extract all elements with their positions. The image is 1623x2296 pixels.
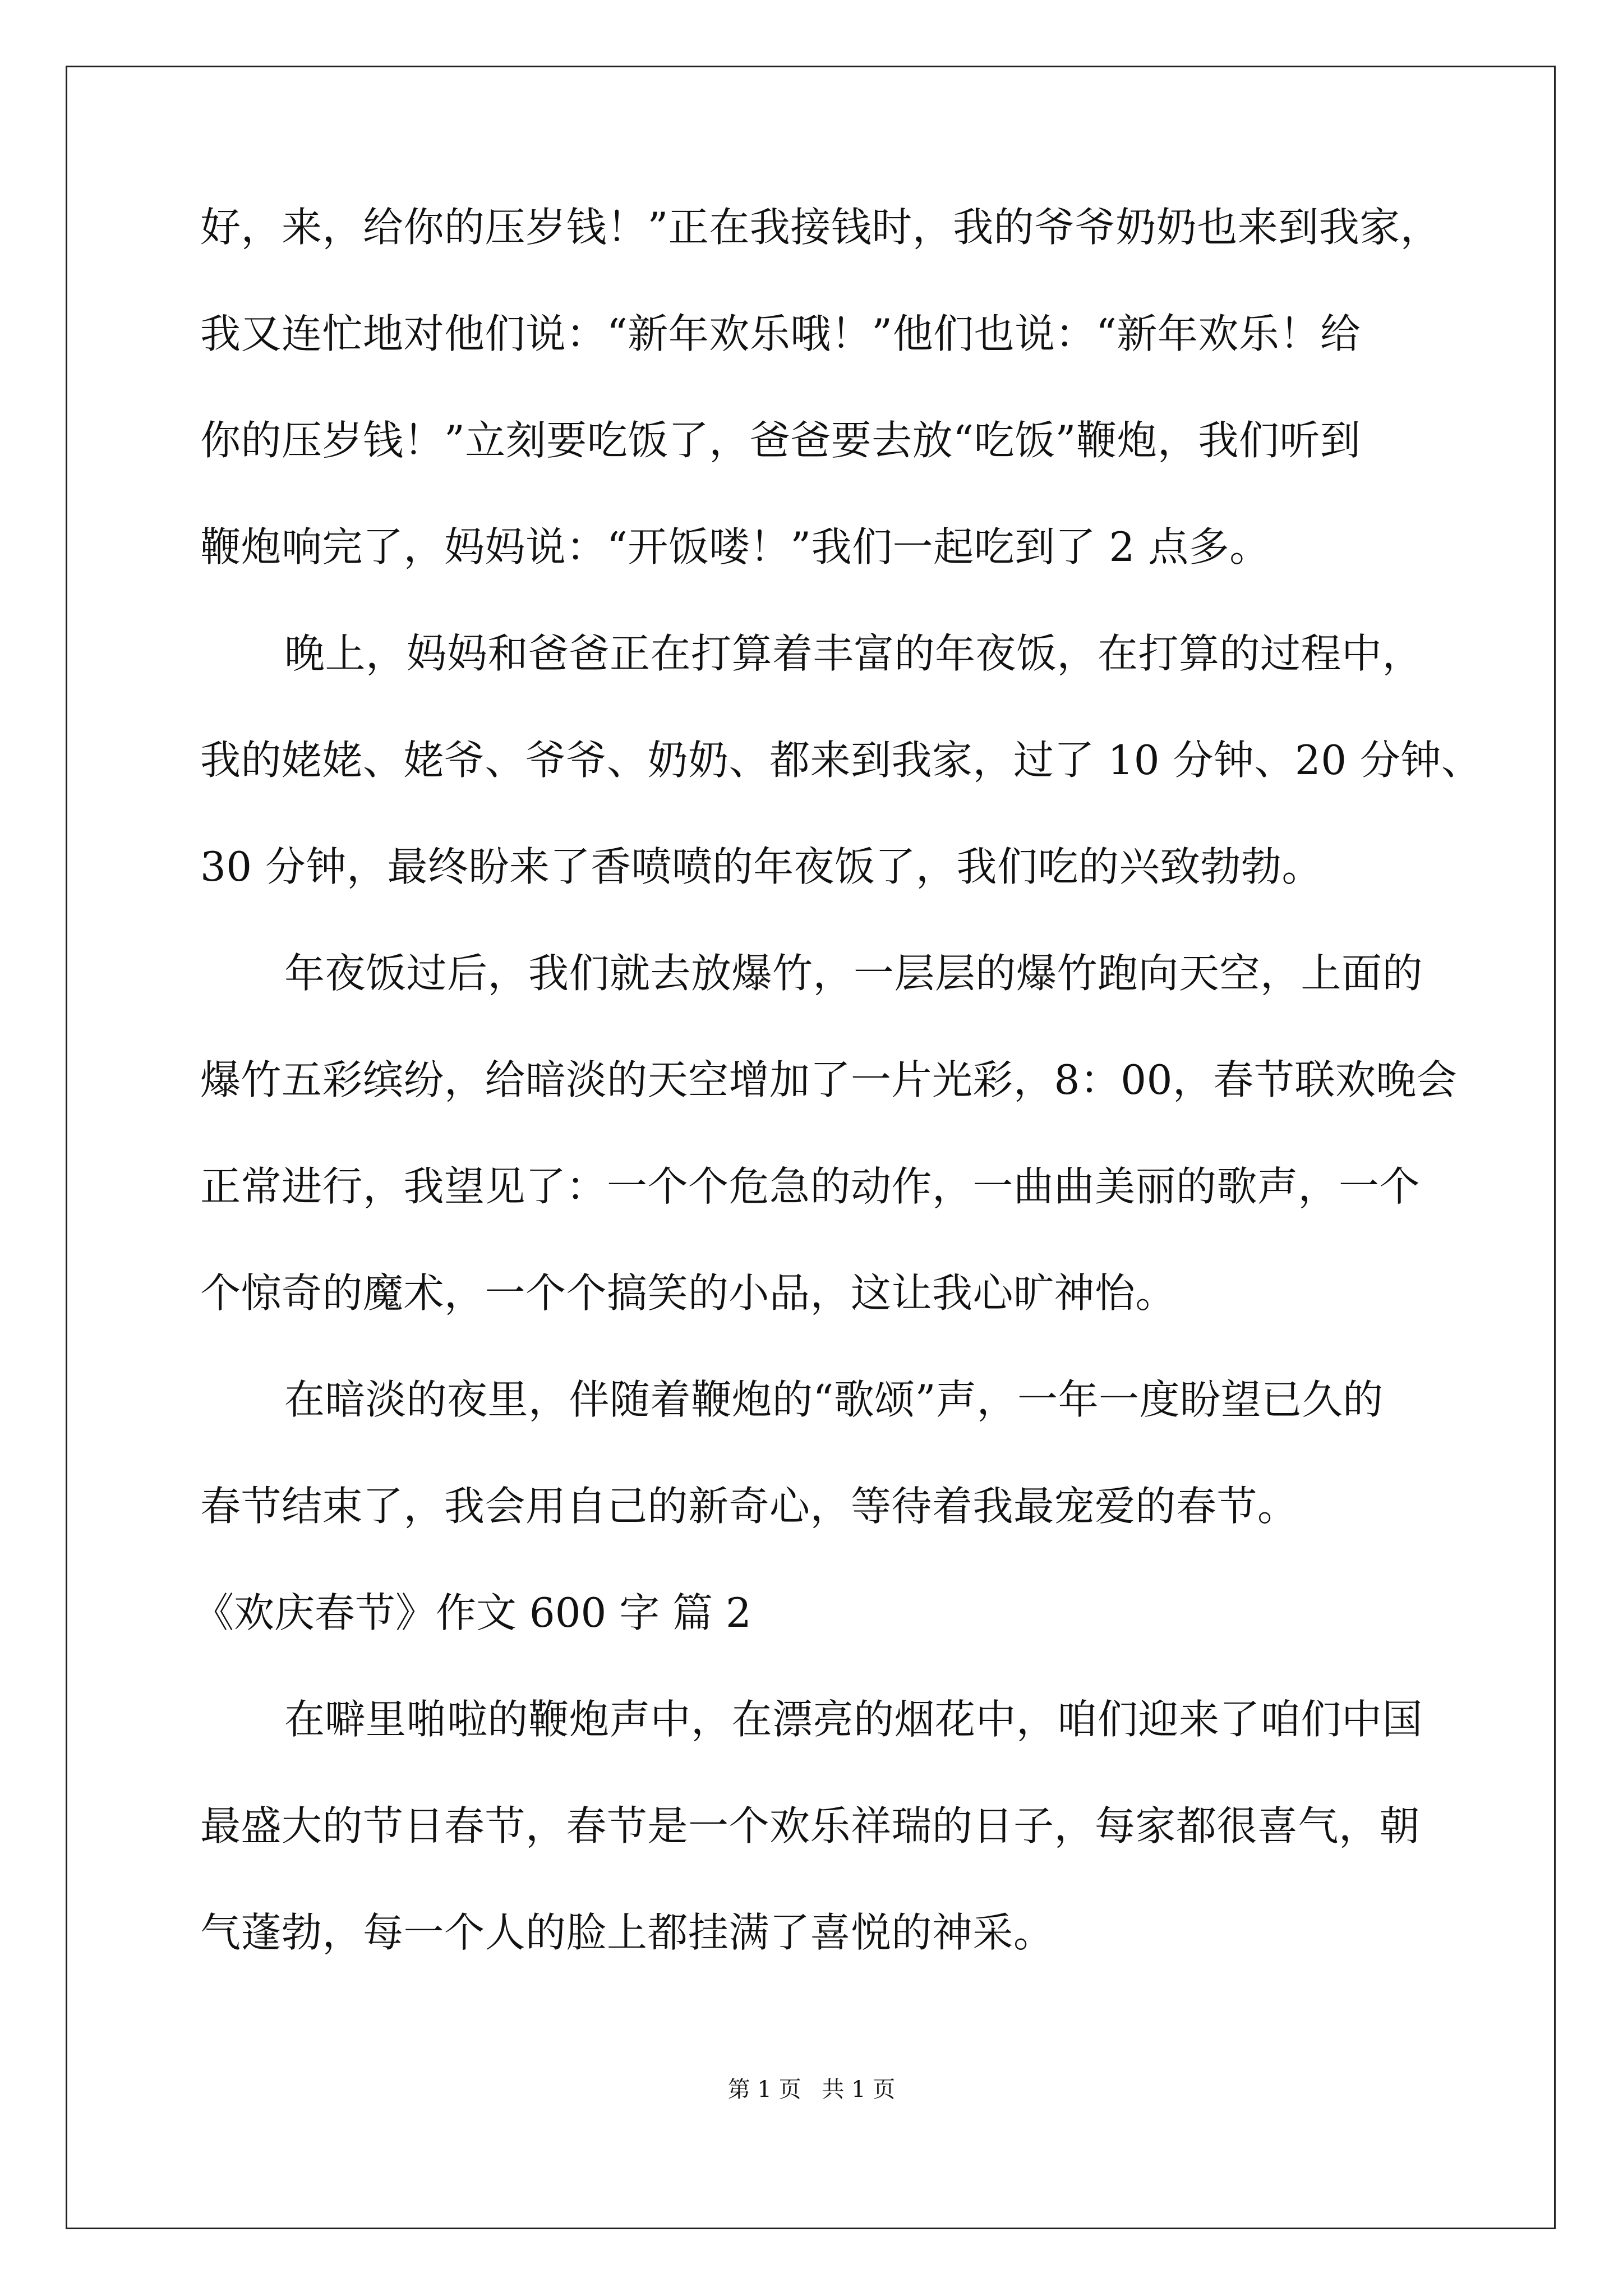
text-line: 最盛大的节日春节，春节是一个欢乐祥瑞的日子，每家都很喜气，朝 bbox=[200, 1802, 1421, 1849]
text-line: 气蓬勃，每一个人的脸上都挂满了喜悦的神采。 bbox=[200, 1909, 1054, 1956]
text-line: 晚上，妈妈和爸爸正在打算着丰富的年夜饭，在打算的过程中， bbox=[284, 630, 1423, 677]
text-line: 年夜饭过后，我们就去放爆竹，一层层的爆竹跑向天空，上面的 bbox=[284, 950, 1423, 997]
text-line: 你的压岁钱！”立刻要吃饭了，爸爸要去放“吃饭”鞭炮，我们听到 bbox=[200, 417, 1361, 464]
text-line: 30 分钟，最终盼来了香喷喷的年夜饭了，我们吃的兴致勃勃。 bbox=[200, 843, 1323, 890]
text-line: 春节结束了，我会用自己的新奇心，等待着我最宠爱的春节。 bbox=[200, 1483, 1298, 1530]
page-footer bbox=[0, 2073, 1623, 2106]
text-line: 鞭炮响完了，妈妈说：“开饭喽！”我们一起吃到了 2 点多。 bbox=[200, 523, 1270, 570]
text-line: 个惊奇的魔术，一个个搞笑的小品，这让我心旷神怡。 bbox=[200, 1269, 1177, 1317]
text-line: 爆竹五彩缤纷，给暗淡的天空增加了一片光彩，8：00，春节联欢晚会 bbox=[200, 1056, 1458, 1103]
text-line: 正常进行，我望见了：一个个危急的动作，一曲曲美丽的歌声，一个 bbox=[200, 1163, 1421, 1210]
section-heading: 《欢庆春节》作文 600 字 篇 2 bbox=[193, 1589, 751, 1636]
text-line: 我的姥姥、姥爷、爷爷、奶奶、都来到我家，过了 10 分钟、20 分钟、 bbox=[200, 737, 1482, 784]
page-number: 第 1 页 bbox=[727, 2077, 801, 2102]
text-line: 我又连忙地对他们说：“新年欢乐哦！”他们也说：“新年欢乐！给 bbox=[200, 310, 1361, 357]
page-total: 共 1 页 bbox=[822, 2077, 896, 2102]
text-line: 好，来，给你的压岁钱！”正在我接钱时，我的爷爷奶奶也来到我家， bbox=[200, 204, 1441, 251]
text-line: 在噼里啪啦的鞭炮声中，在漂亮的烟花中，咱们迎来了咱们中国 bbox=[284, 1696, 1423, 1743]
text-line: 在暗淡的夜里，伴随着鞭炮的“歌颂”声，一年一度盼望已久的 bbox=[284, 1376, 1384, 1423]
